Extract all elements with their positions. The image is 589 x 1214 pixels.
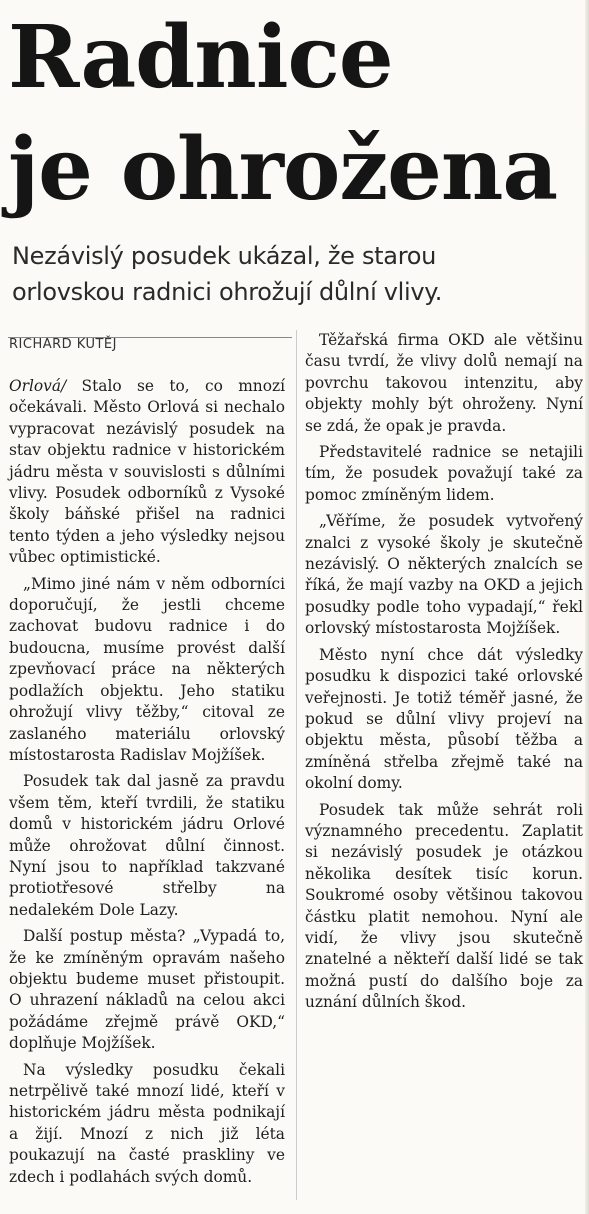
column-divider [296,330,297,1200]
byline: RICHARD KUTĚJ [9,337,117,352]
headline-line-2: je ohrožena [8,119,558,220]
article-paragraph: Posudek tak může sehrát roli významného precedentu. Zaplatit si nezávislý posudek je otázkou několika desítek tisíc korun. Soukromé osoby většinou takovou částku platit nemohou. Nyní ale vidí, že vlivy jsou skutečně znatelné a někteří další lidé se tak možná pustí do dalšího boje za uznání důlních škod. [305,800,583,1012]
article-column-right [305,330,583,1019]
article-paragraph: Další postup města? „Vypadá to, že ke zmíněným opravám našeho objektu budeme muset přistoupit. O uhrazení nákladů na celou akci požádáme zřejmě právě OKD,“ doplňuje Mojžíšek. [9,927,285,1053]
article-paragraph: Na výsledky posudku čekali netrpělivě také mnozí lidé, kteří v historickém jádru města podnikají a žijí. Mnozí z nich již léta poukazují na časté praskliny ve zdech i podlahách svých domů. [9,1060,285,1186]
article-paragraph: Město nyní chce dát výsledky posudku k dispozici také orlovské veřejnosti. Je totiž téměř jasné, že pokud se důlní vlivy projeví na objektu města, působí těžba a zmíněná střelba zřejmě také na okolní domy. [305,645,583,793]
lead-text: Stalo se to, co mnozí očekávali. Město Orlová si nechalo vypracovat nezávislý posudek na stav objektu radnice v historickém jádru města v souvislosti s důlními vlivy. Posudek odborníků z Vysoké školy báňské přišel na radnici tento týden a jeho výsledky nejsou vůbec optimistické. [9,377,285,567]
article-paragraph: „Mimo jiné nám v něm odborníci doporučují, že jestli chceme zachovat budovu radnice i do budoucna, musíme provést další zpevňovací práce na některých podlažích objektu. Jeho statiku ohrožují vlivy těžby,“ citoval ze zaslaného materiálu orlovský místostarosta Radislav Mojžíšek. [9,574,285,764]
article-paragraph: Těžařská firma OKD ale většinu času tvrdí, že vlivy dolů nemají na povrchu takovou intenzitu, aby objekty mohly být ohroženy. Nyní se zdá, že opak je pravda. [305,331,583,435]
subheadline [12,238,584,310]
headline [8,2,586,226]
page-edge [585,0,589,1214]
article-paragraph: Posudek tak dal jasně za pravdu všem těm, kteří tvrdili, že statiku domů v historickém jádru Orlové může ohrožovat důlní činnost. Nyní jsou to například takzvané protiotřesové střelby na nedalekém Dole Lazy. [9,772,285,919]
article-paragraph: „Věříme, že posudek vytvořený znalci z vysoké školy je skutečně nezávislý. O některých znalcích se říká, že mají vazby na OKD a jejich posudky podle toho vypadají,“ řekl orlovský místostarosta Mojžíšek. [305,512,583,638]
headline-line-1: Radnice [8,7,393,108]
lead-paragraph [9,376,285,569]
subheadline-line-1: Nezávislý posudek ukázal, že starou [12,242,437,270]
article-paragraph: Představitelé radnice se netajili tím, že posudek považují také za pomoc zmíněným lidem. [305,443,583,504]
subheadline-line-2: orlovskou radnici ohrožují důlní vlivy. [12,278,443,306]
dateline: Orlová/ [9,377,67,395]
article-column-left [9,326,285,1193]
